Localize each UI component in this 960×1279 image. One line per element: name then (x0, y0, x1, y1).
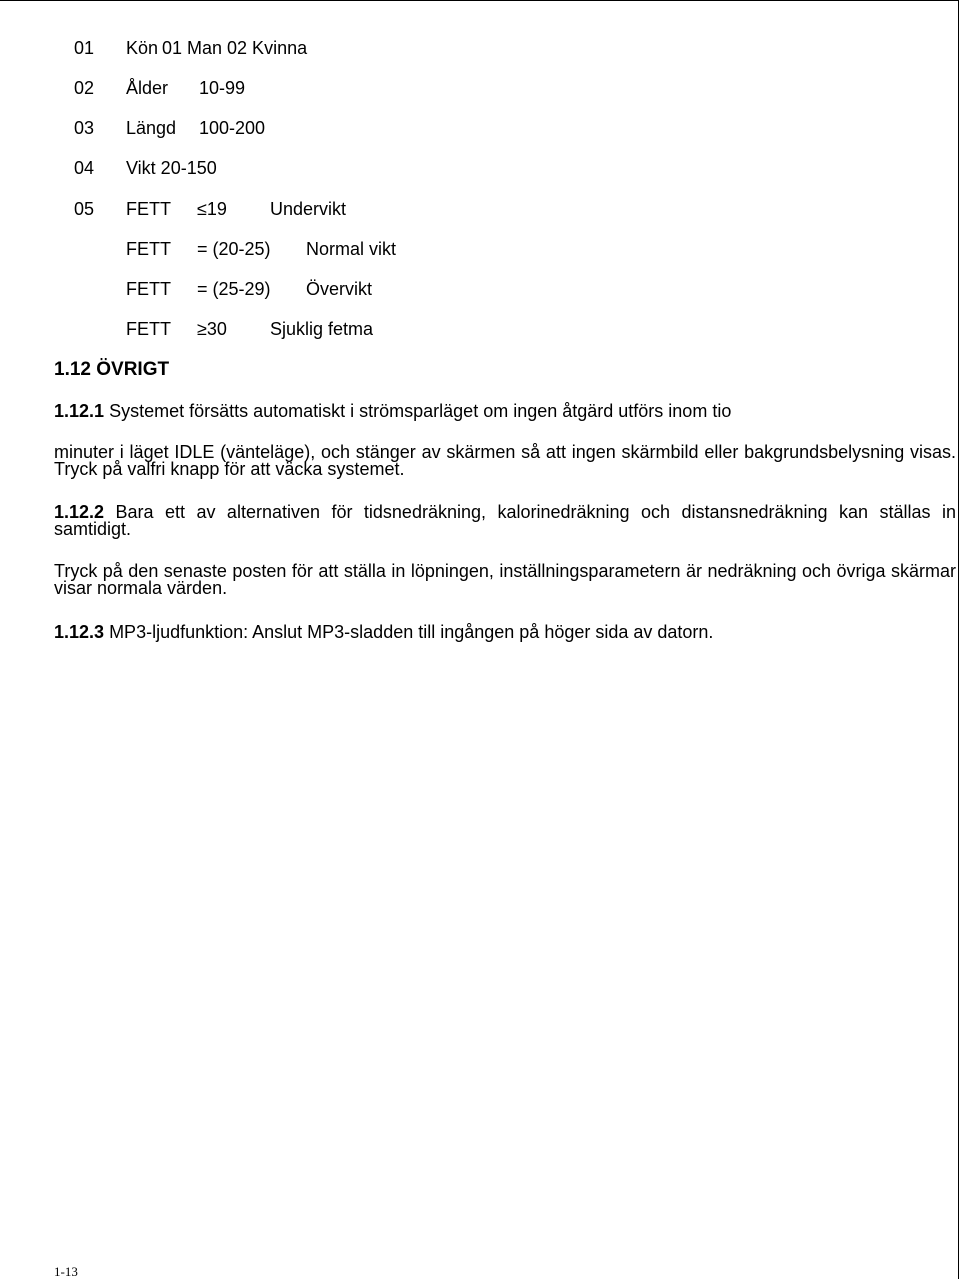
paragraph-4 (54, 622, 713, 642)
row-number: 01 (74, 38, 95, 58)
section-heading: 1.12 ÖVRIGT (54, 359, 170, 380)
field-category: Normal vikt (306, 239, 397, 259)
paragraph-number: 1.12.2 (54, 502, 105, 522)
field-name: FETT (126, 199, 171, 219)
paragraph-number: 1.12.3 (54, 622, 105, 642)
field-name: Ålder (126, 78, 169, 98)
field-range: ≤19 (197, 199, 227, 219)
page-number: 1-13 (54, 1264, 78, 1279)
field-range: ≥30 (197, 319, 227, 339)
paragraph-number: 1.12.1 (54, 401, 105, 421)
row-number: 03 (74, 118, 95, 138)
top-border-line (0, 0, 958, 1)
field-range: = (25-29) (197, 279, 271, 299)
right-border-line (958, 0, 959, 1279)
field-name: Kön (126, 38, 159, 58)
field-category: Övervikt (306, 279, 373, 299)
row-number: 04 (74, 158, 95, 178)
row-number: 05 (74, 199, 95, 219)
row-number: 02 (74, 78, 95, 98)
paragraph-1-first-line (54, 401, 731, 421)
field-category: Sjuklig fetma (270, 319, 374, 339)
field-name: FETT (126, 239, 171, 259)
field-name: Vikt 20-150 (126, 158, 217, 178)
field-range: = (20-25) (197, 239, 271, 259)
field-value: 100-200 (199, 118, 266, 138)
field-name: Längd (126, 118, 177, 138)
paragraph-2 (54, 504, 956, 538)
field-category: Undervikt (270, 199, 347, 219)
field-value: 01 Man 02 Kvinna (162, 38, 308, 58)
field-name: FETT (126, 319, 171, 339)
paragraph-text: Systemet försätts automatiskt i strömsparläget om ingen åtgärd utförs inom tio (109, 401, 732, 421)
field-value: 10-99 (199, 78, 246, 98)
paragraph-1-continuation: minuter i läget IDLE (vänteläge), och stänger av skärmen så att ingen skärmbild eller bakgrundsbelysning visas. Tryck på valfri knapp för att väcka systemet. (54, 442, 956, 479)
paragraph-text: MP3-ljudfunktion: Anslut MP3-sladden till ingången på höger sida av datorn. (109, 622, 714, 642)
field-name: FETT (126, 279, 171, 299)
paragraph-3: Tryck på den senaste posten för att ställa in löpningen, inställningsparametern är nedräkning och övriga skärmar visar normala värden. (54, 561, 956, 598)
paragraph-text: Bara ett av alternativen för tidsnedräkning, kalorinedräkning och distansnedräkning kan ställas in samtidigt. (54, 502, 956, 539)
